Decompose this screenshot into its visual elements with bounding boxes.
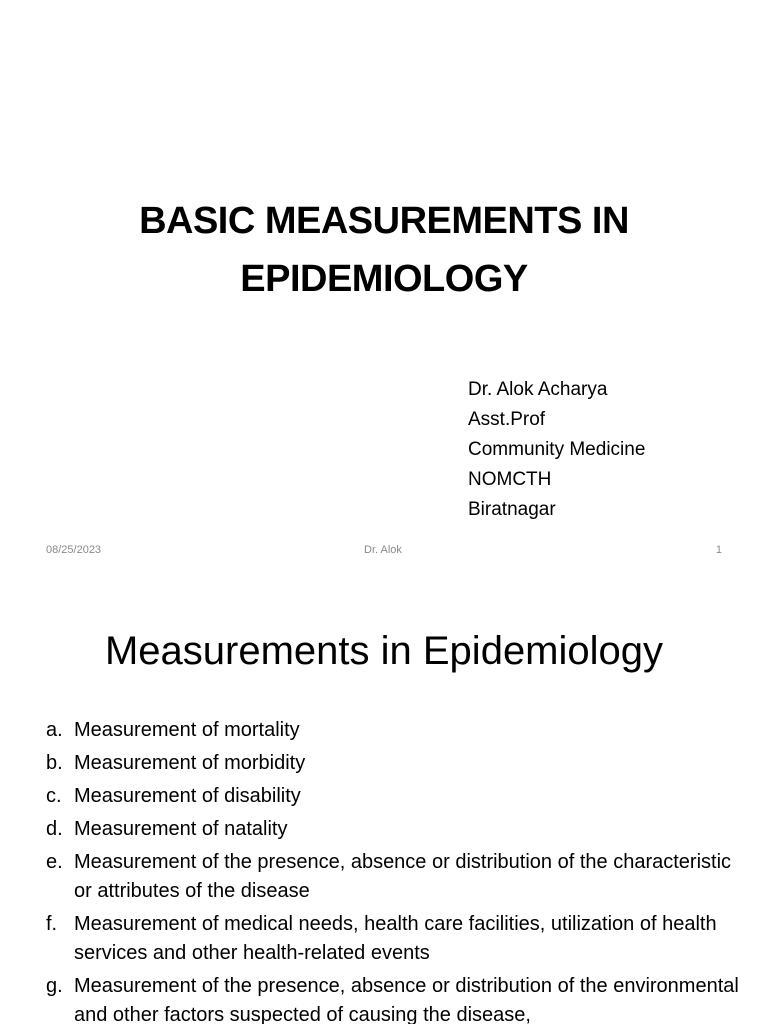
author-department: Community Medicine bbox=[468, 439, 646, 460]
footer-author: Dr. Alok bbox=[364, 544, 402, 556]
list-item-marker: a. bbox=[46, 719, 63, 741]
list-item-marker: f. bbox=[46, 913, 58, 935]
author-block bbox=[468, 375, 645, 525]
slide-title-line-2: EPIDEMIOLOGY bbox=[240, 258, 528, 300]
content-slide bbox=[0, 576, 768, 1024]
author-name: Dr. Alok Acharya bbox=[468, 379, 608, 400]
list-item-marker: e. bbox=[46, 851, 63, 873]
measurement-list bbox=[46, 716, 746, 1024]
list-item bbox=[46, 749, 746, 778]
list-item bbox=[46, 848, 746, 906]
footer-slide-number: 1 bbox=[715, 544, 722, 556]
author-position: Asst.Prof bbox=[468, 409, 546, 430]
list-item-text: Measurement of mortality bbox=[74, 719, 300, 741]
list-item bbox=[46, 782, 746, 811]
list-item-text: Measurement of disability bbox=[74, 785, 301, 807]
list-item bbox=[46, 972, 746, 1024]
author-location: Biratnagar bbox=[468, 499, 556, 520]
list-item-marker: d. bbox=[46, 818, 63, 840]
list-item bbox=[46, 716, 746, 745]
list-item-text: Measurement of natality bbox=[74, 818, 288, 840]
list-item-text: Measurement of the presence, absence or distribution of the characteristic or attributes of the disease bbox=[74, 851, 732, 902]
slide-heading: Measurements in Epidemiology bbox=[104, 629, 664, 673]
list-item bbox=[46, 815, 746, 844]
list-item bbox=[46, 910, 746, 968]
slide-title-line-1: BASIC MEASUREMENTS IN bbox=[139, 200, 629, 242]
list-item-text: Measurement of the presence, absence or distribution of the environmental and other factors suspected of causing the disease, bbox=[74, 975, 739, 1024]
list-item-text: Measurement of medical needs, health care facilities, utilization of health services and other health-related events bbox=[74, 913, 717, 964]
author-institution: NOMCTH bbox=[468, 469, 552, 490]
list-item-marker: b. bbox=[46, 752, 63, 774]
footer-date: 08/25/2023 bbox=[46, 544, 102, 556]
list-item-marker: g. bbox=[46, 975, 63, 997]
list-item-marker: c. bbox=[46, 785, 62, 807]
list-item-text: Measurement of morbidity bbox=[74, 752, 306, 774]
slide-title bbox=[0, 192, 768, 308]
